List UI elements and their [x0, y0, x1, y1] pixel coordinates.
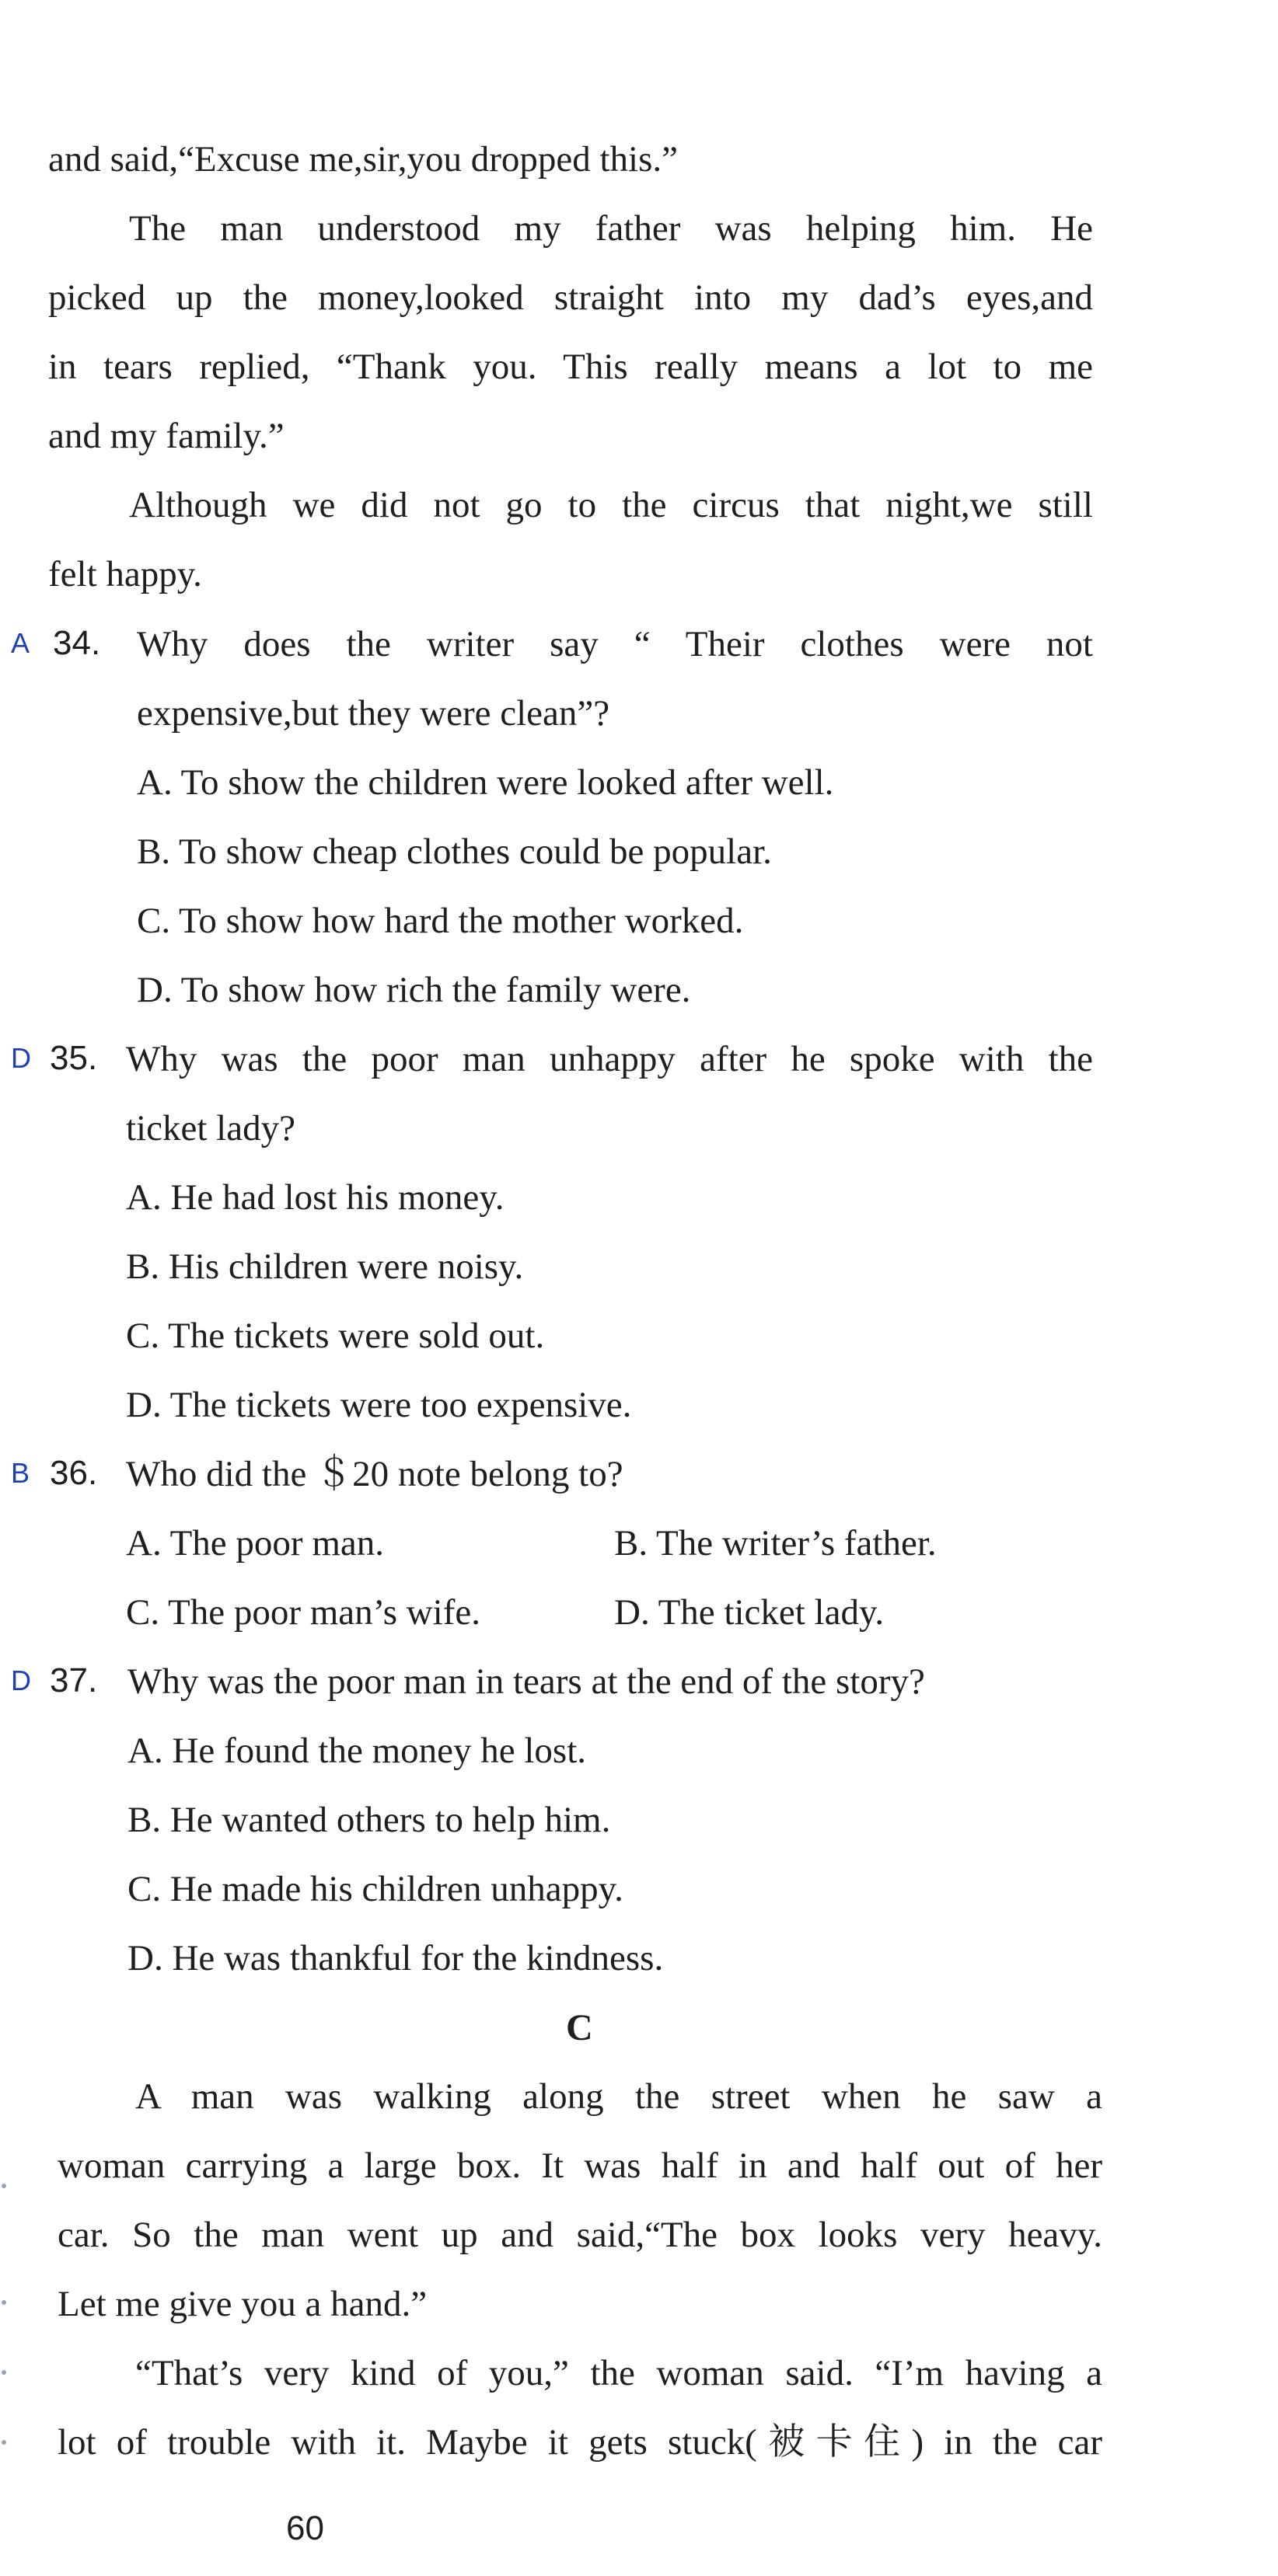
passage-line: and said,“Excuse me,sir,you dropped this.” — [48, 139, 678, 180]
option-d: D. The ticket lady. — [614, 1592, 885, 1633]
option-c: C. He made his children unhappy. — [127, 1869, 623, 1909]
option-b: B. His children were noisy. — [126, 1246, 524, 1287]
passage-line: Let me give you a hand.” — [58, 2284, 428, 2324]
option-c: C. The tickets were sold out. — [126, 1316, 545, 1356]
question-stem: ticket lady? — [126, 1108, 295, 1149]
section-heading: C — [566, 2007, 593, 2048]
passage-line: car. So the man went up and said,“The box looks very heavy. — [58, 2215, 1102, 2255]
question-number: 37. — [50, 1661, 98, 1699]
option-d: D. The tickets were too expensive. — [126, 1385, 632, 1425]
passage-line: The man understood my father was helping him. He — [129, 208, 1093, 249]
passage-line: and my family.” — [48, 416, 285, 456]
option-c: C. To show how hard the mother worked. — [137, 901, 744, 941]
passage-line: woman carrying a large box. It was half in and half out of her — [58, 2146, 1102, 2186]
question-number: 34. — [53, 624, 101, 662]
answer-mark: B — [11, 1457, 30, 1489]
passage-line: “That’s very kind of you,” the woman said. “I’m having a — [135, 2353, 1102, 2393]
passage-line: in tears replied, “Thank you. This really means a lot to me — [48, 347, 1093, 387]
option-d: D. He was thankful for the kindness. — [127, 1938, 664, 1978]
question-stem: Who did the ＄20 note belong to? — [126, 1454, 623, 1494]
option-b: B. To show cheap clothes could be popular. — [137, 831, 772, 872]
edge-mark — [2, 2370, 6, 2375]
option-a: A. He found the money he lost. — [127, 1731, 587, 1771]
question-number: 36. — [50, 1454, 98, 1492]
question-stem: Why was the poor man in tears at the end of the story? — [127, 1661, 925, 1702]
passage-line: felt happy. — [48, 554, 202, 594]
option-b: B. The writer’s father. — [614, 1523, 937, 1563]
question-stem: expensive,but they were clean”? — [137, 693, 610, 734]
option-d: D. To show how rich the family were. — [137, 970, 691, 1010]
page-number: 60 — [286, 2509, 324, 2547]
option-b: B. He wanted others to help him. — [127, 1800, 611, 1840]
passage-line: Although we did not go to the circus that night,we still — [129, 485, 1093, 525]
edge-mark — [2, 2440, 6, 2445]
passage-line: A man was walking along the street when he saw a — [135, 2076, 1102, 2117]
question-stem: Why does the writer say “ Their clothes were not — [137, 624, 1093, 664]
option-a: A. The poor man. — [126, 1523, 384, 1563]
option-a: A. He had lost his money. — [126, 1177, 505, 1218]
edge-mark — [2, 2300, 6, 2305]
passage-line: lot of trouble with it. Maybe it gets stuck(被卡住) in the car — [58, 2422, 1102, 2463]
question-number: 35. — [50, 1039, 98, 1077]
passage-line: picked up the money,looked straight into my dad’s eyes,and — [48, 277, 1093, 318]
answer-mark: A — [11, 627, 30, 659]
answer-mark: D — [11, 1664, 31, 1696]
option-a: A. To show the children were looked after well. — [137, 762, 834, 803]
edge-mark — [2, 2184, 6, 2188]
option-c: C. The poor man’s wife. — [126, 1592, 481, 1633]
question-stem: Why was the poor man unhappy after he spoke with the — [126, 1039, 1093, 1079]
answer-mark: D — [11, 1042, 31, 1074]
